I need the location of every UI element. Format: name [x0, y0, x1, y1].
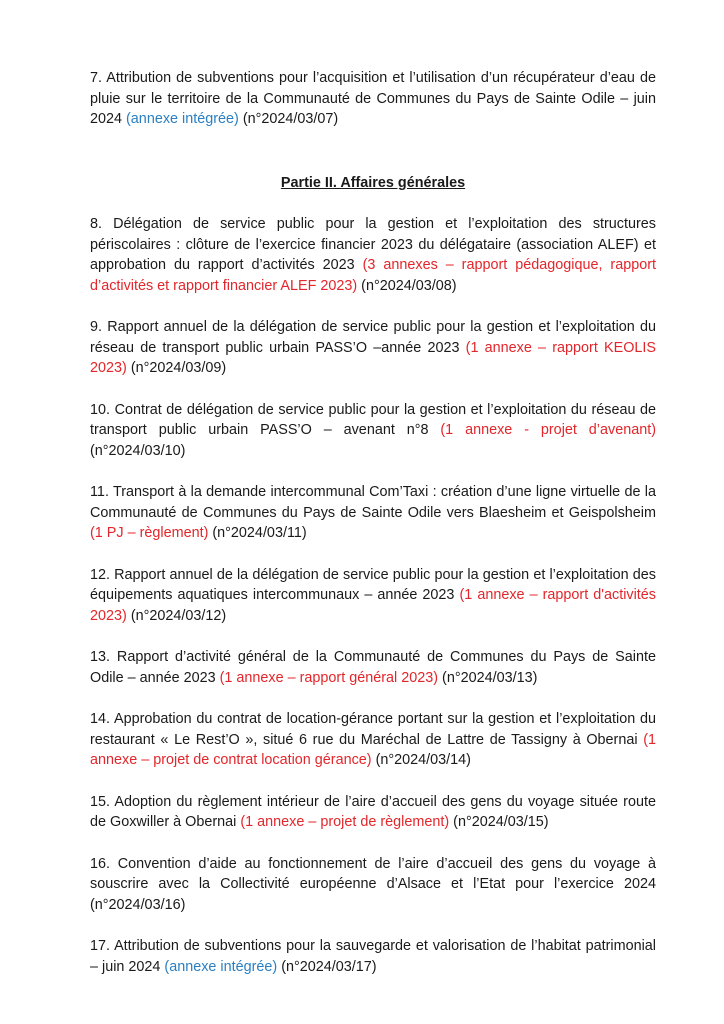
agenda-item-annex: (1 annexe – rapport général 2023): [219, 669, 439, 686]
agenda-item-number: 12.: [90, 566, 111, 583]
items-before-section: [90, 68, 656, 130]
agenda-item-annex: (1 annexe – projet de contrat location gérance): [90, 731, 657, 768]
agenda-item-reference: (n°2024/03/16): [90, 896, 186, 913]
agenda-item-annex: (1 annexe - projet d’avenant): [440, 422, 656, 438]
agenda-item-text: Adoption du règlement intérieur de l’aire d’accueil des gens du voyage située route de Goxwiller à Obernai: [90, 793, 656, 830]
agenda-item-number: 8.: [90, 216, 103, 232]
agenda-item: [90, 482, 656, 544]
agenda-item-reference: (n°2024/03/14): [375, 752, 471, 768]
agenda-item-text: Transport à la demande intercommunal Com’Taxi : création d’une ligne virtuelle de la Communauté de Communes du Pays de Sainte Odile vers Blaesheim et Geispolsheim: [90, 484, 656, 521]
agenda-item-annex: (1 annexe – projet de règlement): [240, 814, 450, 830]
agenda-item-number: 17.: [90, 938, 111, 954]
agenda-item-annex: (1 annexe – rapport d'activités 2023): [90, 587, 656, 624]
agenda-item-reference: (n°2024/03/07): [242, 111, 339, 127]
agenda-item-text: Attribution de subventions pour l’acquisition et l’utilisation d’un récupérateur d’eau de pluie sur le territoire de la Communauté de Communes du Pays de Sainte Odile – juin 2024: [90, 70, 656, 127]
agenda-items: [90, 214, 656, 977]
agenda-item-text: Contrat de délégation de service public pour la gestion et l’exploitation du réseau de transport public urbain PASS’O – avenant n°8: [90, 401, 656, 438]
agenda-item-reference: (n°2024/03/17): [281, 958, 377, 975]
agenda-item: [90, 936, 656, 977]
agenda-item-number: 10.: [90, 401, 111, 418]
agenda-item-annex: (annexe intégrée): [126, 111, 239, 127]
agenda-item: [90, 68, 656, 130]
agenda-item-reference: (n°2024/03/10): [90, 442, 186, 459]
agenda-item-number: 14.: [90, 711, 111, 727]
agenda-item-text: Rapport annuel de la délégation de service public pour la gestion et l’exploitation du réseau de transport public urbain PASS’O –année 2023: [90, 319, 657, 356]
agenda-item-text: Convention d’aide au fonctionnement de l’aire d’accueil des gens du voyage à souscrire avec la Collectivité européenne d’Alsace et l’Etat pour l’exercice 2024: [90, 855, 656, 892]
agenda-item-reference: (n°2024/03/13): [442, 669, 538, 686]
agenda-item-reference: (n°2024/03/12): [130, 607, 227, 624]
agenda-item-text: Attribution de subventions pour la sauvegarde et valorisation de l’habitat patrimonial – juin 2024: [90, 938, 656, 975]
agenda-item: [90, 400, 656, 462]
agenda-item-number: 15.: [90, 793, 111, 810]
agenda-item-number: 16.: [90, 855, 111, 872]
agenda-item-number: 13.: [90, 649, 111, 665]
agenda-item: [90, 565, 656, 627]
agenda-item-reference: (n°2024/03/08): [361, 277, 457, 294]
agenda-item-annex: (3 annexes – rapport pédagogique, rapport d’activités et rapport financier ALEF 2023): [90, 257, 657, 294]
agenda-item: [90, 647, 656, 688]
agenda-item-annex: (annexe intégrée): [164, 958, 278, 975]
agenda-item-reference: (n°2024/03/09): [130, 360, 227, 376]
agenda-item: [90, 214, 656, 296]
agenda-item: [90, 792, 656, 833]
agenda-item: [90, 317, 656, 379]
agenda-item-text: Délégation de service public pour la gestion et l’exploitation des structures périscolaires : clôture de l’exercice financier 2023 du délégataire (association ALEF) et approbation du rapport d’activités 2023: [90, 216, 656, 273]
agenda-item-annex: (1 annexe – rapport KEOLIS 2023): [90, 339, 657, 376]
agenda-item-number: 9.: [90, 319, 103, 335]
document-page: [90, 68, 656, 998]
agenda-item-number: 7.: [90, 70, 103, 86]
agenda-item-number: 11.: [90, 484, 109, 500]
agenda-item-reference: (n°2024/03/11): [212, 525, 307, 541]
agenda-item: [90, 854, 656, 916]
section-title: Partie II. Affaires générales: [280, 174, 466, 191]
agenda-item-text: Approbation du contrat de location-gérance portant sur la gestion et l’exploitation du restaurant « Le Rest’O », situé 6 rue du Maréchal de Lattre de Tassigny à Obernai: [90, 711, 656, 748]
agenda-item-annex: (1 PJ – règlement): [90, 525, 209, 541]
agenda-item-text: Rapport d’activité général de la Communauté de Communes du Pays de Sainte Odile – année 2023: [90, 649, 656, 686]
agenda-item: [90, 709, 656, 771]
agenda-item-reference: (n°2024/03/15): [453, 814, 549, 830]
agenda-item-text: Rapport annuel de la délégation de service public pour la gestion et l’exploitation des équipements aquatiques intercommunaux – année 2023: [90, 566, 656, 603]
